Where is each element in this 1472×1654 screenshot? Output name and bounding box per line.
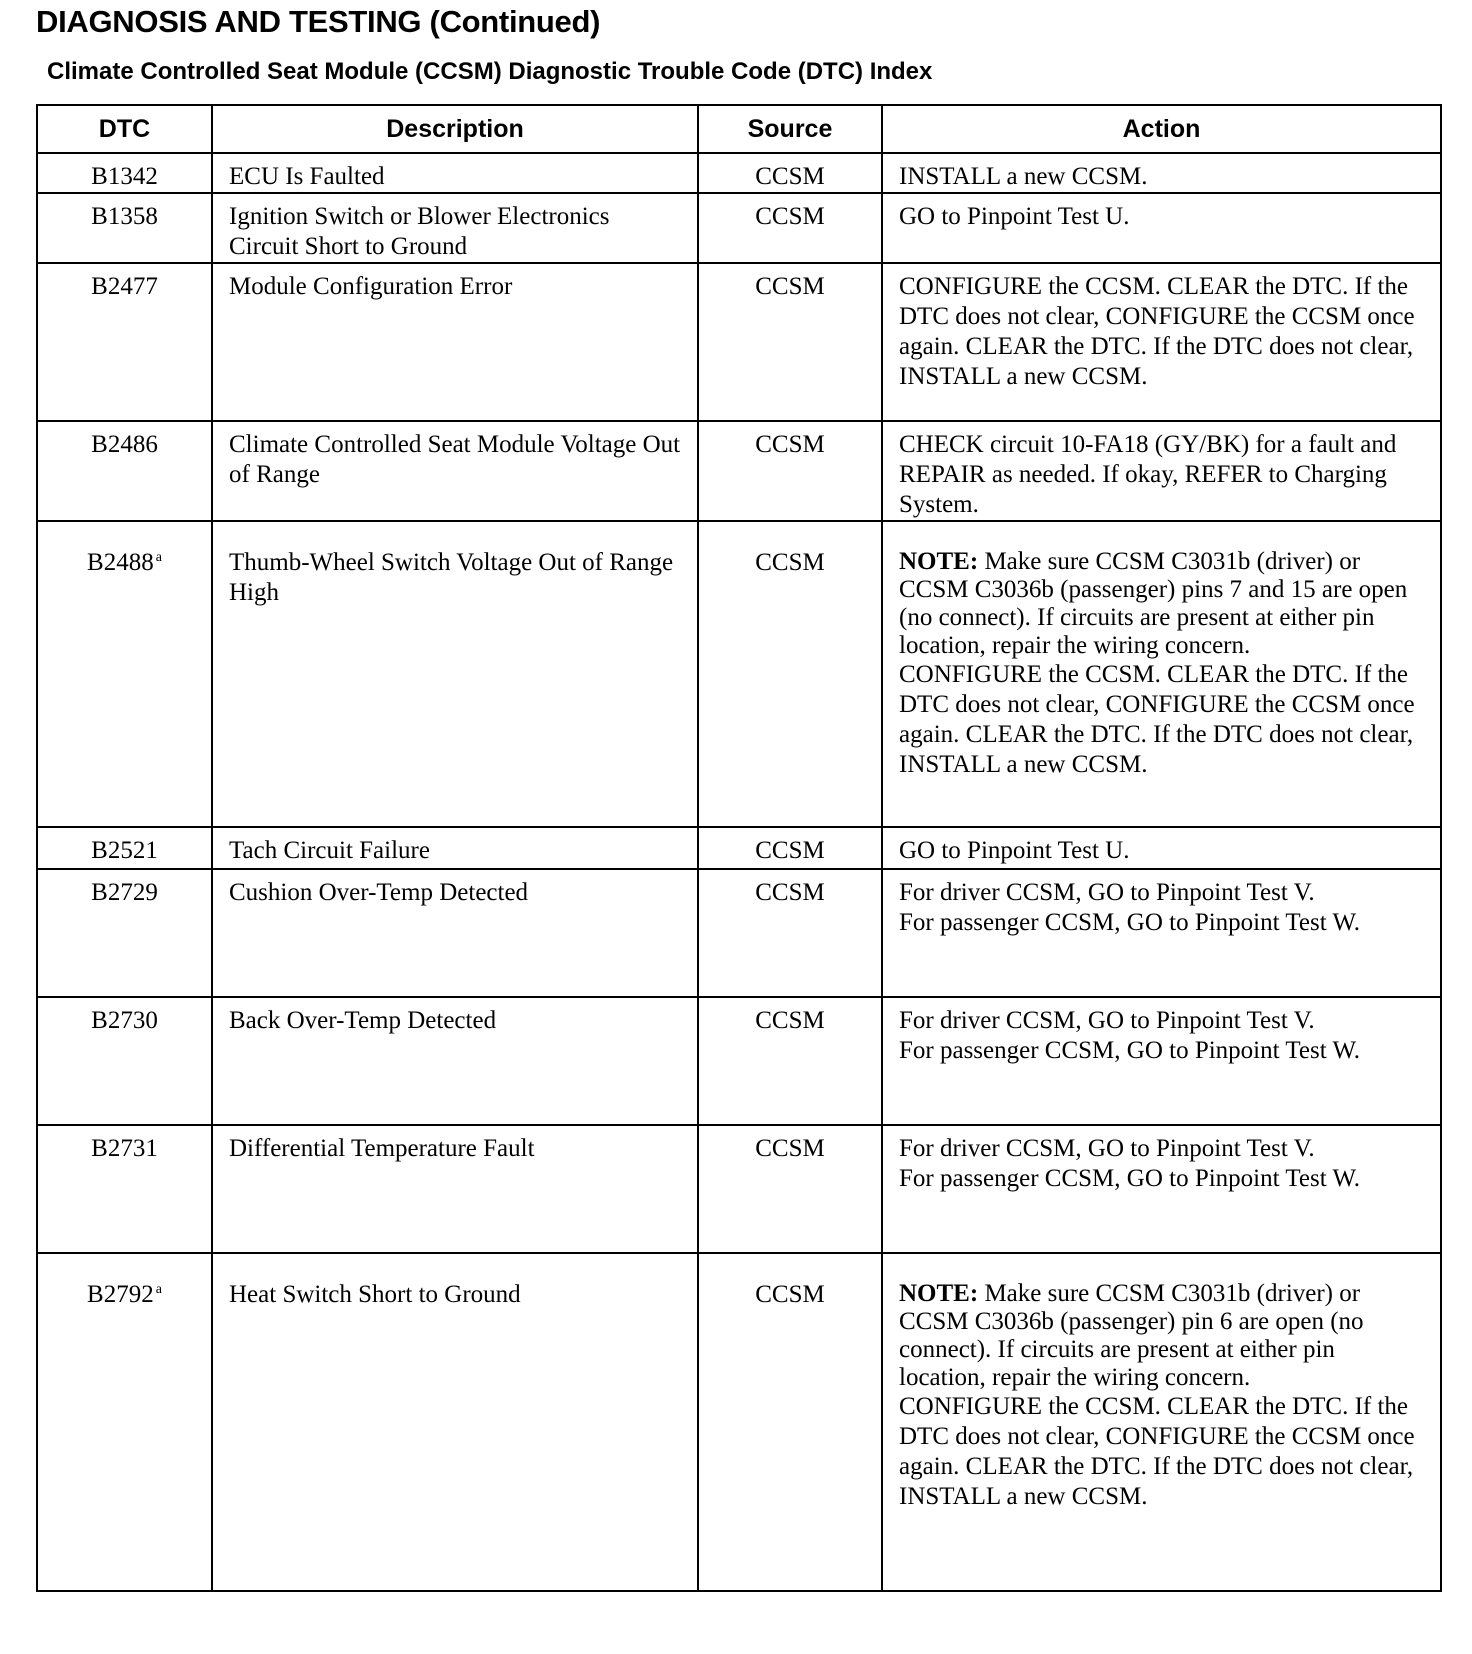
- column-header-description: Description: [212, 105, 698, 153]
- table-row: [37, 1253, 1441, 1591]
- action-cell: [882, 1125, 1441, 1253]
- table-row: [37, 193, 1441, 263]
- action-cell: [882, 263, 1441, 421]
- dtc-index-table: [36, 104, 1442, 1592]
- description-cell: Tach Circuit Failure: [212, 827, 698, 869]
- source-cell: CCSM: [698, 1253, 882, 1591]
- action-cell: [882, 521, 1441, 827]
- dtc-code: B2792: [87, 1281, 154, 1308]
- action-cell: [882, 869, 1441, 997]
- action-cell: [882, 153, 1441, 193]
- table-header-row: [37, 105, 1441, 153]
- dtc-code: B2730: [91, 1007, 158, 1034]
- table-body: [37, 153, 1441, 1591]
- dtc-code-cell: [37, 827, 212, 869]
- footnote-marker: a: [155, 550, 162, 565]
- source-cell: CCSM: [698, 997, 882, 1125]
- dtc-code-cell: [37, 193, 212, 263]
- column-header-source: Source: [698, 105, 882, 153]
- description-cell: Back Over-Temp Detected: [212, 997, 698, 1125]
- action-cell: [882, 997, 1441, 1125]
- description-cell: ECU Is Faulted: [212, 153, 698, 193]
- table-row: [37, 421, 1441, 521]
- action-cell: [882, 193, 1441, 263]
- description-cell: Heat Switch Short to Ground: [212, 1253, 698, 1591]
- action-text: For driver CCSM, GO to Pinpoint Test V. For passenger CCSM, GO to Pinpoint Test W.: [899, 1007, 1361, 1064]
- column-header-action: Action: [882, 105, 1441, 153]
- note-label: NOTE:: [899, 1280, 979, 1307]
- table-row: [37, 263, 1441, 421]
- action-text: CONFIGURE the CCSM. CLEAR the DTC. If the DTC does not clear, CONFIGURE the CCSM once again. CLEAR the DTC. If the DTC does not clear, INSTALL a new CCSM.: [899, 661, 1415, 778]
- source-cell: CCSM: [698, 263, 882, 421]
- source-cell: CCSM: [698, 521, 882, 827]
- action-cell: [882, 421, 1441, 521]
- note-block: [899, 548, 1424, 660]
- action-text: INSTALL a new CCSM.: [899, 163, 1148, 190]
- source-cell: CCSM: [698, 1125, 882, 1253]
- table-row: [37, 869, 1441, 997]
- dtc-code-cell: [37, 421, 212, 521]
- table-row: [37, 827, 1441, 869]
- action-text: For driver CCSM, GO to Pinpoint Test V. For passenger CCSM, GO to Pinpoint Test W.: [899, 879, 1361, 936]
- action-cell: [882, 1253, 1441, 1591]
- table-row: [37, 997, 1441, 1125]
- dtc-code-cell: [37, 153, 212, 193]
- description-cell: Module Configuration Error: [212, 263, 698, 421]
- dtc-code-cell: [37, 997, 212, 1125]
- action-text: CHECK circuit 10-FA18 (GY/BK) for a fault and REPAIR as needed. If okay, REFER to Charging System.: [899, 431, 1397, 518]
- dtc-code: B2521: [91, 837, 158, 864]
- dtc-code-cell: [37, 1253, 212, 1591]
- description-cell: Differential Temperature Fault: [212, 1125, 698, 1253]
- page-title: DIAGNOSIS AND TESTING (Continued): [36, 4, 601, 39]
- description-cell: Thumb-Wheel Switch Voltage Out of Range High: [212, 521, 698, 827]
- dtc-code-cell: [37, 521, 212, 827]
- action-text: GO to Pinpoint Test U.: [899, 837, 1130, 864]
- description-cell: Climate Controlled Seat Module Voltage Out of Range: [212, 421, 698, 521]
- source-cell: CCSM: [698, 827, 882, 869]
- source-cell: CCSM: [698, 869, 882, 997]
- description-cell: Ignition Switch or Blower Electronics Circuit Short to Ground: [212, 193, 698, 263]
- action-text: CONFIGURE the CCSM. CLEAR the DTC. If the DTC does not clear, CONFIGURE the CCSM once again. CLEAR the DTC. If the DTC does not clear, INSTALL a new CCSM.: [899, 273, 1415, 390]
- table-row: [37, 521, 1441, 827]
- source-cell: CCSM: [698, 153, 882, 193]
- dtc-code-cell: [37, 1125, 212, 1253]
- action-cell: [882, 827, 1441, 869]
- footnote-marker: a: [155, 1282, 162, 1297]
- dtc-code: B2477: [91, 273, 158, 300]
- dtc-code: B2729: [91, 879, 158, 906]
- note-text: Make sure CCSM C3031b (driver) or CCSM C3036b (passenger) pin 6 are open (no connect). If circuits are present at either pin location, repair the wiring concern.: [899, 1280, 1364, 1391]
- dtc-code: B2731: [91, 1135, 158, 1162]
- dtc-code: B1358: [91, 203, 158, 230]
- action-text: CONFIGURE the CCSM. CLEAR the DTC. If the DTC does not clear, CONFIGURE the CCSM once again. CLEAR the DTC. If the DTC does not clear, INSTALL a new CCSM.: [899, 1393, 1415, 1510]
- action-text: For driver CCSM, GO to Pinpoint Test V. For passenger CCSM, GO to Pinpoint Test W.: [899, 1135, 1361, 1192]
- dtc-code: B2488: [87, 549, 154, 576]
- table-row: [37, 1125, 1441, 1253]
- source-cell: CCSM: [698, 421, 882, 521]
- note-label: NOTE:: [899, 548, 979, 575]
- note-block: [899, 1280, 1424, 1392]
- description-cell: Cushion Over-Temp Detected: [212, 869, 698, 997]
- table-row: [37, 153, 1441, 193]
- dtc-code: B1342: [91, 163, 158, 190]
- note-text: Make sure CCSM C3031b (driver) or CCSM C3036b (passenger) pins 7 and 15 are open (no connect). If circuits are present at either pin location, repair the wiring concern.: [899, 548, 1408, 659]
- dtc-code-cell: [37, 263, 212, 421]
- column-header-dtc: DTC: [37, 105, 212, 153]
- table-title: Climate Controlled Seat Module (CCSM) Diagnostic Trouble Code (DTC) Index: [47, 58, 933, 85]
- action-text: GO to Pinpoint Test U.: [899, 203, 1130, 230]
- dtc-code: B2486: [91, 431, 158, 458]
- dtc-code-cell: [37, 869, 212, 997]
- source-cell: CCSM: [698, 193, 882, 263]
